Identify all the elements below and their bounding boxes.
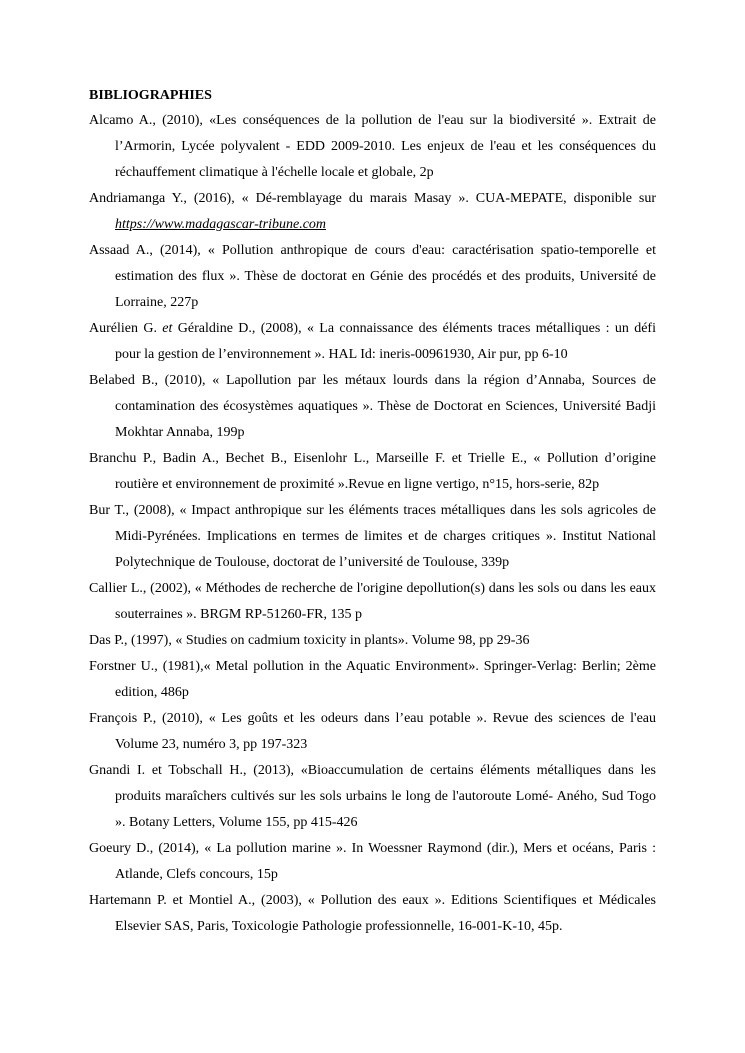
- bibliography-entry: Aurélien G. et Géraldine D., (2008), « La connaissance des éléments traces métalliques : un défi pour la gestion de l’environnement ». HAL Id: ineris-00961930, Air pur, pp 6-10: [89, 321, 656, 362]
- bibliography-entry: Gnandi I. et Tobschall H., (2013), «Bioaccumulation de certains éléments métalliques dans les produits maraîchers cultivés sur les sols urbains le long de l'autoroute Lomé- Aného, Sud Togo ». Botany Letters, Volume 155, pp 415-426: [89, 763, 656, 830]
- page-title: BIBLIOGRAPHIES: [89, 88, 212, 103]
- bibliography-entry: Forstner U., (1981),« Metal pollution in the Aquatic Environment». Springer-Verlag: Berlin; 2ème edition, 486p: [89, 659, 656, 700]
- bibliography-page: [89, 86, 656, 940]
- bibliography-entry: Hartemann P. et Montiel A., (2003), « Pollution des eaux ». Editions Scientifiques et Médicales Elsevier SAS, Paris, Toxicologie Pathologie professionnelle, 16-001-K-10, 45p.: [89, 893, 656, 934]
- bibliography-entry: Alcamo A., (2010), «Les conséquences de la pollution de l'eau sur la biodiversité ». Extrait de l’Armorin, Lycée polyvalent - EDD 2009-2010. Les enjeux de l'eau et les conséquences du réchauffement climatique à l'échelle locale et globale, 2p: [89, 113, 656, 180]
- bibliography-entry: Bur T., (2008), « Impact anthropique sur les éléments traces métalliques dans les sols agricoles de Midi-Pyrénées. Implications en termes de limites et de charges critiques ». Institut National Polytechnique de Toulouse, doctorat de l’université de Toulouse, 339p: [89, 503, 656, 570]
- bibliography-entry: Andriamanga Y., (2016), « Dé-remblayage du marais Masay ». CUA-MEPATE, disponible sur https://www.madagascar-tribune.com: [89, 191, 656, 232]
- bibliography-list: [89, 108, 656, 940]
- bibliography-entry: Das P., (1997), « Studies on cadmium toxicity in plants». Volume 98, pp 29-36: [89, 633, 530, 648]
- bibliography-entry: François P., (2010), « Les goûts et les odeurs dans l’eau potable ». Revue des sciences de l'eau Volume 23, numéro 3, pp 197-323: [89, 711, 656, 752]
- bibliography-entry: Branchu P., Badin A., Bechet B., Eisenlohr L., Marseille F. et Trielle E., « Pollution d’origine routière et environnement de proximité ».Revue en ligne vertigo, n°15, hors-serie, 82p: [89, 451, 656, 492]
- bibliography-entry: Belabed B., (2010), « Lapollution par les métaux lourds dans la région d’Annaba, Sources de contamination des écosystèmes aquatiques ». Thèse de Doctorat en Sciences, Université Badji Mokhtar Annaba, 199p: [89, 373, 656, 440]
- bibliography-entry: Assaad A., (2014), « Pollution anthropique de cours d'eau: caractérisation spatio-temporelle et estimation des flux ». Thèse de doctorat en Génie des procédés et des produits, Université de Lorraine, 227p: [89, 243, 656, 310]
- bibliography-entry: Goeury D., (2014), « La pollution marine ». In Woessner Raymond (dir.), Mers et océans, Paris : Atlande, Clefs concours, 15p: [89, 841, 656, 882]
- bibliography-entry: Callier L., (2002), « Méthodes de recherche de l'origine depollution(s) dans les sols ou dans les eaux souterraines ». BRGM RP-51260-FR, 135 p: [89, 581, 656, 622]
- source-link[interactable]: https://www.madagascar-tribune.com: [115, 217, 327, 232]
